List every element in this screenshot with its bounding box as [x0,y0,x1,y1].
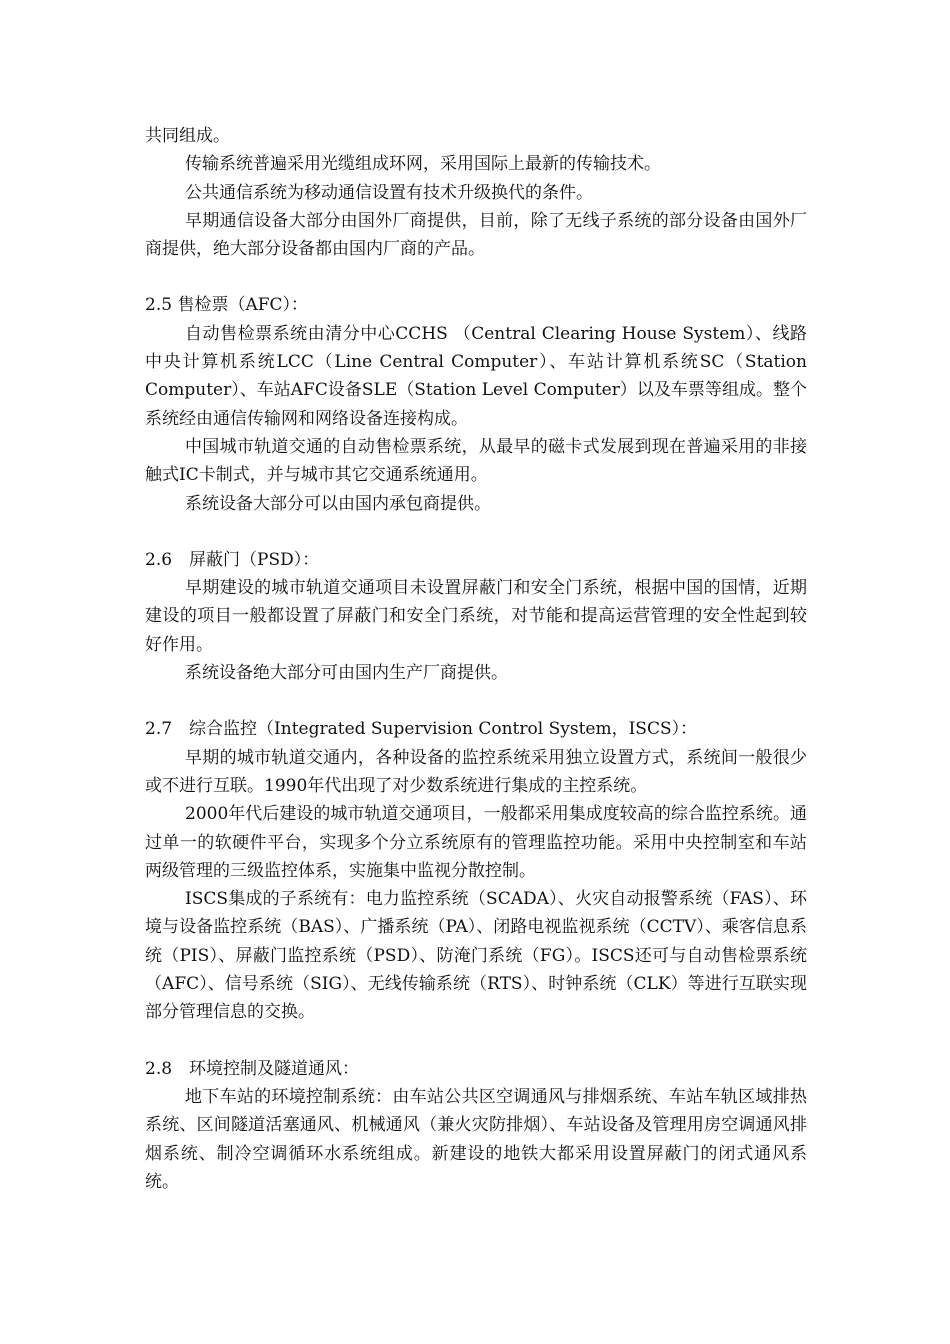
paragraph: 公共通信系统为移动通信设置有技术升级换代的条件。 [185,182,593,203]
document-body [145,122,807,1196]
paragraph: 中国城市轨道交通的自动售检票系统，从最早的磁卡式发展到现在普遍采用的非接触式IC卡制式，并与城市其它交通系统通用。 [145,436,807,486]
paragraph: 早期通信设备大部分由国外厂商提供，目前，除了无线子系统的部分设备由国外厂商提供，绝大部分设备都由国内厂商的产品。 [145,210,807,260]
paragraph: 系统设备绝大部分可由国内生产厂商提供。 [185,663,508,684]
paragraph: 系统设备大部分可以由国内承包商提供。 [185,493,491,514]
paragraph: 自动售检票系统由清分中心CCHS （Central Clearing House System）、线路中央计算机系统LCC（Line Central Computer）、车站计算机系统SC（Station Computer）、车站AFC设备SLE（Station Level Computer）以及车票等组成。整个系统经由通信传输网和网络设备连接构成。 [145,323,807,429]
paragraph: ISCS集成的子系统有：电力监控系统（SCADA）、火灾自动报警系统（FAS）、环境与设备监控系统（BAS）、广播系统（PA）、闭路电视监视系统（CCTV）、乘客信息系统（PIS）、屏蔽门监控系统（PSD）、防淹门系统（FG）。ISCS还可与自动售检票系统（AFC）、信号系统（SIG）、无线传输系统（RTS）、时钟系统（CLK）等进行互联实现部分管理信息的交换。 [145,889,807,1023]
paragraph: 地下车站的环境控制系统：由车站公共区空调通风与排烟系统、车站车轨区域排热系统、区间隧道活塞通风、机械通风（兼火灾防排烟）、车站设备及管理用房空调通风排烟系统、制冷空调循环水系统组成。新建设的地铁大都采用设置屏蔽门的闭式通风系统。 [145,1086,807,1192]
paragraph: 早期的城市轨道交通内，各种设备的监控系统采用独立设置方式，系统间一般很少或不进行互联。1990年代出现了对少数系统进行集成的主控系统。 [145,747,807,796]
paragraph: 早期建设的城市轨道交通项目未设置屏蔽门和安全门系统，根据中国的国情，近期建设的项目一般都设置了屏蔽门和安全门系统，对节能和提高运营管理的安全性起到较好作用。 [145,578,807,655]
section-heading-environment-control: 2.8 环境控制及隧道通风： [145,1058,360,1079]
intro-continuation: 共同组成。 [145,126,230,146]
paragraph: 2000年代后建设的城市轨道交通项目，一般都采用集成度较高的综合监控系统。通过单一的软硬件平台，实现多个分立系统原有的管理监控功能。采用中央控制室和车站两级管理的三级监控体系，实施集中监视分散控制。 [145,804,807,881]
section-heading-afc: 2.5 售检票（AFC）： [145,295,309,316]
section-heading-iscs: 2.7 综合监控（Integrated Supervision Control System，ISCS）： [145,719,698,740]
paragraph: 传输系统普遍采用光缆组成环网，采用国际上最新的传输技术。 [185,154,661,175]
section-heading-psd: 2.6 屏蔽门（PSD）： [145,549,320,570]
